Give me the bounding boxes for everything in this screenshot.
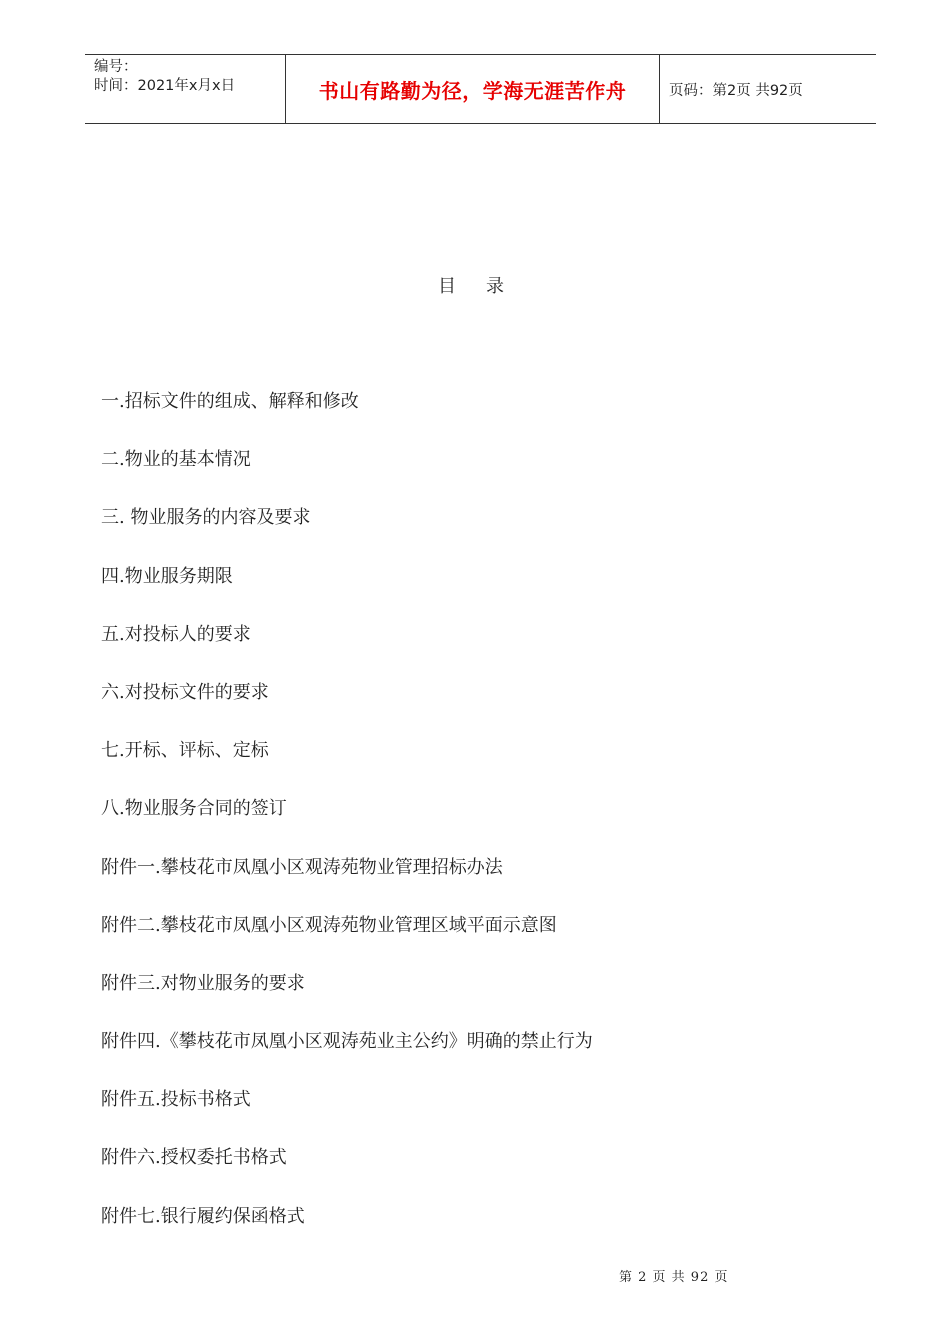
toc-item: 附件一.攀枝花市凤凰小区观涛苑物业管理招标办法 <box>101 856 503 878</box>
toc-item: 附件六.授权委托书格式 <box>101 1147 287 1169</box>
toc-item: 三. 物业服务的内容及要求 <box>101 507 311 529</box>
toc-item: 附件四.《攀枝花市凤凰小区观涛苑业主公约》明确的禁止行为 <box>101 1031 593 1053</box>
toc-item: 七.开标、评标、定标 <box>101 740 269 762</box>
header-motto: 书山有路勤为径，学海无涯苦作舟 <box>286 55 660 123</box>
toc-item: 四.物业服务期限 <box>101 565 233 587</box>
toc-item: 六.对投标文件的要求 <box>101 681 269 703</box>
toc-item: 一.招标文件的组成、解释和修改 <box>101 391 359 412</box>
toc-item: 二.物业的基本情况 <box>101 449 251 471</box>
toc-item: 附件二.攀枝花市凤凰小区观涛苑物业管理区域平面示意图 <box>101 914 557 936</box>
toc-item: 五.对投标人的要求 <box>101 623 251 645</box>
toc-item: 附件七.银行履约保函格式 <box>101 1205 305 1227</box>
document-number-label: 编号： <box>94 59 138 75</box>
document-time-label: 时间：2021年x月x日 <box>94 78 236 94</box>
page-footer: 第 2 页 共 92 页 <box>619 1270 729 1285</box>
page-header <box>85 54 876 124</box>
header-meta-cell <box>85 55 286 123</box>
toc-list <box>101 388 593 1261</box>
toc-title: 目录 <box>438 276 534 297</box>
header-page-info: 页码：第2页 共92页 <box>669 82 803 99</box>
toc-item: 附件五.投标书格式 <box>101 1089 251 1111</box>
toc-item: 八.物业服务合同的签订 <box>101 798 287 820</box>
toc-item: 附件三.对物业服务的要求 <box>101 972 305 994</box>
